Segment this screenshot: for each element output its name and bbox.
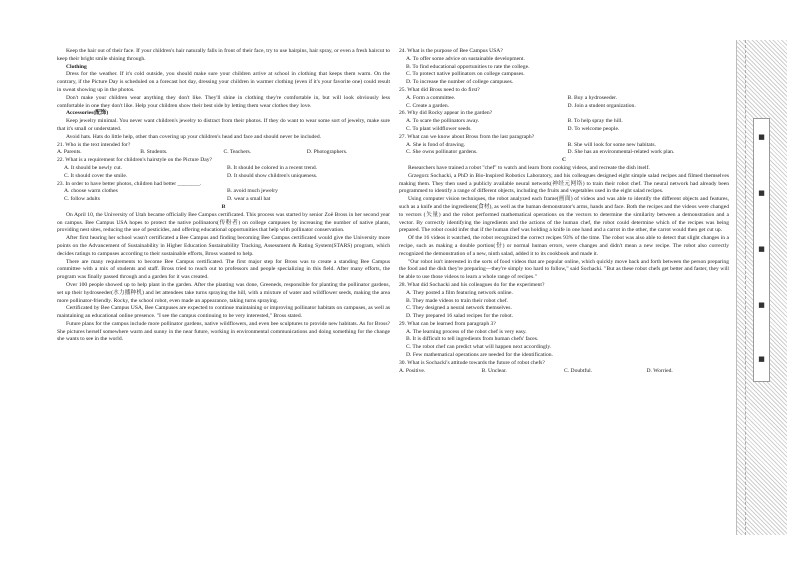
question-26-options: [399, 126, 729, 134]
question-22-options: [57, 165, 390, 173]
paragraph: Using computer vision techniques, the robot analyzed each frame(画面) of videos and was able to identify the different objects and features, such as a knife and the ingredients(食材), as well as the human demonstrator's arms, hands and face. Both the recipes and the videos were changed to vectors (矢量) and the robot performed mathematical operations on the vectors to determine the similarity between a demonstration and a vector. By correctly identifying the ingredients and the actions of the human chef, the robot could determine which of the recipes was being prepared. The robot could infer that if the human chef was holding a knife in one hand and a carrot in the other, the carrot would then get cut up.: [399, 196, 729, 234]
option: D. Photographers.: [306, 149, 348, 156]
question-27-options: [399, 149, 729, 157]
option: B. To help spray the hill.: [567, 118, 623, 125]
option: C. To protect native pollinators on college campuses.: [406, 71, 525, 78]
paragraph: Keep the hair out of their face. If your children's hair naturally falls in front of their face, try to use hairpins, hair spray, or even a fresh haircut to keep their bright smile shining through.: [57, 48, 390, 62]
option: C. She owns pollinator gardens.: [406, 149, 478, 156]
right-column: [399, 48, 729, 375]
binding-mark: ■: [758, 355, 765, 363]
option: A. Positive.: [399, 367, 426, 374]
option: A. To offer some advice on sustainable development.: [406, 55, 525, 62]
paragraph: "Our robot isn't interested in the sorts of food videos that are popular online, which quickly move back and forth between the person preparing the food and the dish they're preparing—they're simply too hard to follow," said Sochacki. "But as these robot chefs get better and faster, they will be able to use those videos to learn a whole range of recipes.": [399, 258, 729, 281]
option: D. It should show children's uniqueness.: [227, 172, 318, 179]
question-23-options: [57, 188, 390, 196]
option: D. To welcome people.: [567, 125, 620, 132]
option: A. To scare the pollinators away.: [406, 118, 480, 125]
option: A. The learning process of the robot chef is very easy.: [406, 328, 527, 335]
question-30: 30. What is Sochacki's attitude towards the future of robot chefs?: [399, 359, 545, 366]
option: C. Teachers.: [223, 149, 252, 156]
option: C. The robot chef can predict what will happen next accordingly.: [406, 344, 552, 351]
section-heading-accessories: Accessories(配饰): [66, 110, 109, 117]
question-30-options: [399, 368, 729, 376]
option: A. She is fond of drawing.: [406, 141, 466, 148]
option: B. To find educational opportunities to rate the college.: [406, 63, 530, 70]
binding-fold-line: [745, 40, 746, 535]
option: B. Unclear.: [481, 367, 507, 374]
option: C. To plant wildflower seeds.: [406, 125, 472, 132]
question-25: 25. What did Bross need to do first?: [399, 86, 480, 93]
question-27-options: [399, 142, 729, 150]
question-23-options: [57, 196, 390, 204]
left-column: [57, 48, 390, 344]
option: A. choose warm clothes: [64, 188, 118, 195]
option: B. She will look for some new habitats.: [567, 141, 656, 148]
binding-info-box: [753, 118, 770, 382]
paragraph: On April 10, the University of Utah became officially Bee Campus certificated. This process was started by senior Zoë Bross in her second year on campus. Bee Campus USA hopes to protect the native pollinators(传粉者) on college campuses by increasing the number of native plants, providing nest sites, reducing the use of pesticides, and offering educational opportunities that help with pollinator conservation.: [57, 211, 390, 234]
paragraph: After first hearing her school wasn't certificated a Bee Campus and finding becoming Bee Campus certificated would give the University more points on the Advancement of Sustainability in Higher Education Sustainability Tracking, Assessment & Rating System(STARS) program, which decides ratings to campuses according to their sustainable efforts, Bross wanted to help.: [57, 235, 390, 257]
binding-mark: ■: [758, 301, 765, 309]
option: D. She has an environmental-related work plan.: [567, 149, 675, 156]
paragraph: Future plans for the campus include more pollinator gardens, native wildflowers, and even bee sculptures to provide new habitats. As for Bross? She pictures herself somewhere warm and sunny in the near future, working in environmental communications and doing something for the change she wants to see in the world.: [57, 320, 390, 343]
binding-mark: ■: [758, 133, 765, 141]
option: D. Worried.: [646, 367, 673, 374]
option: C. follow adults: [64, 196, 100, 203]
option: B. It should be colored in a recent trend.: [227, 164, 318, 171]
section-label-b: B: [221, 203, 226, 210]
section-heading-clothing: Clothing: [66, 63, 87, 70]
question-21: 21. Who is the text intended for?: [57, 141, 131, 148]
option: A. Parents.: [57, 149, 82, 156]
option: B. avoid much jewelry: [227, 188, 278, 195]
paragraph: Keep jewelry minimal. You never want children's jewelry to distract from their photos. If they do want to wear some sort of jewelry, make sure that it's small or understated.: [57, 118, 390, 132]
paragraph: Researchers have trained a robot "chef" to watch and learn from cooking videos, and recreate the dish itself.: [408, 164, 650, 171]
paragraph: Grzegorz Sochacki, a PhD in Bio-Inspired Robotics Laboratory, and his colleagues designed eight simple salad recipes and filmed themselves making them. They then used a publicly available neural network(神经元网络) to train their robot chef. The neural network had already been programmed to identify a range of different objects, including the fruits and vegetables used in the eight salad recipes.: [399, 172, 729, 195]
option: A. It should be newly cut.: [64, 164, 122, 171]
question-22: 22. What is a requirement for children's hairstyle on the Picture Day?: [57, 157, 212, 164]
option: C. It should cover the smile.: [64, 172, 128, 179]
option: C. Create a garden.: [406, 102, 450, 109]
option: D. Few mathematical operations are needed for the identification.: [406, 352, 553, 359]
question-27: 27. What can we know about Bross from the last paragraph?: [399, 133, 535, 140]
option: D. Join a student organization.: [567, 102, 636, 109]
option: D. They prepared 16 salad recipes for the robot.: [406, 313, 514, 320]
question-26-options: [399, 118, 729, 126]
paragraph: Of the 16 videos it watched, the robot recognized the correct recipes 93% of the time. The robot was also able to detect that slight changes in a recipe, such as making a double portion(份) or normal human errors, were changes and didn't mean a new recipe. The robot also correctly recognized the demonstration of a new, ninth salad, added it to its cookbook and made it.: [399, 235, 729, 257]
question-23: 23. In order to have better photos, children had better ________.: [57, 180, 202, 187]
question-25-options: [399, 103, 729, 111]
paragraph: There are many requirements to become Bee Campus certificated. The first major step for Bross was to create a standing Bee Campus committee with a mix of students and staff. Bross tried to reach out to professors and people specializing in this field. After many efforts, the program was finally passed through and a garden for it was created.: [57, 258, 390, 281]
option: C. Doubtful.: [564, 367, 593, 374]
option: A. They posted a film featuring network online.: [406, 289, 513, 296]
question-28: 28. What did Sochacki and his colleagues do for the experiment?: [399, 281, 545, 288]
option: C. They designed a neural network themselves.: [406, 305, 512, 312]
section-label-c: C: [561, 157, 567, 164]
option: B. Students.: [140, 149, 168, 156]
binding-mark: ■: [758, 189, 765, 197]
paragraph: Dress for the weather. If it's cold outside, you should make sure your children arrive at school in clothing that keeps them warm. On the contrary, if the Picture Day is scheduled on a forecast hot day, dressing your children in warmer clothing (even if it's your favorite one) could result in sweat showing up in the photos.: [57, 71, 390, 93]
question-22-options: [57, 173, 390, 181]
option: B. Buy a hydroseeder.: [567, 94, 618, 101]
paragraph: Over 100 people showed up to help plant in the garden. After the planting was done, Greeneds, responsible for planting the pollinator gardens, set up their hydroseeder(水力播种机) and let attendees take turns spraying the hill, with a mixture of water and wildflower seeds, making the area more pollinator-friendly. Rocky, the school robot, even made an appearance, taking turns spraying.: [57, 281, 390, 304]
option: B. They made videos to train their robot chef.: [406, 297, 509, 304]
option: D. To increase the number of college campuses.: [406, 79, 514, 86]
paragraph: Avoid hats. Hats do little help, other than covering up your children's head and face and should never be included.: [66, 133, 322, 140]
question-25-options: [399, 95, 729, 103]
binding-mark: ■: [758, 245, 765, 253]
question-21-options: [57, 149, 390, 157]
option: B. It is difficult to tell ingredients from human chefs' faces.: [406, 336, 539, 343]
paragraph: Don't make your children wear anything they don't like. They'll shine in clothing they're comfortable in, but will look obviously less comfortable in one they don't like. Help your children show their best side by letting them wear clothes they love.: [57, 94, 390, 109]
question-26: 26. Why did Rocky appear in the garden?: [399, 110, 493, 117]
question-24: 24. What is the purpose of Bee Campus USA?: [399, 48, 503, 54]
option: A. Form a committee.: [406, 94, 456, 101]
option: D. wear a small hat: [227, 196, 271, 203]
paragraph: Certificated by Bee Campus USA, Bee Campuses are expected to continue maintaining or improving pollinator habitats on campuses, as well as maintaining an educational online presence. "I see the campus continuing to be very interested," Bross stated.: [57, 305, 390, 320]
question-29: 29. What can be learned from paragraph 3?: [399, 320, 496, 327]
